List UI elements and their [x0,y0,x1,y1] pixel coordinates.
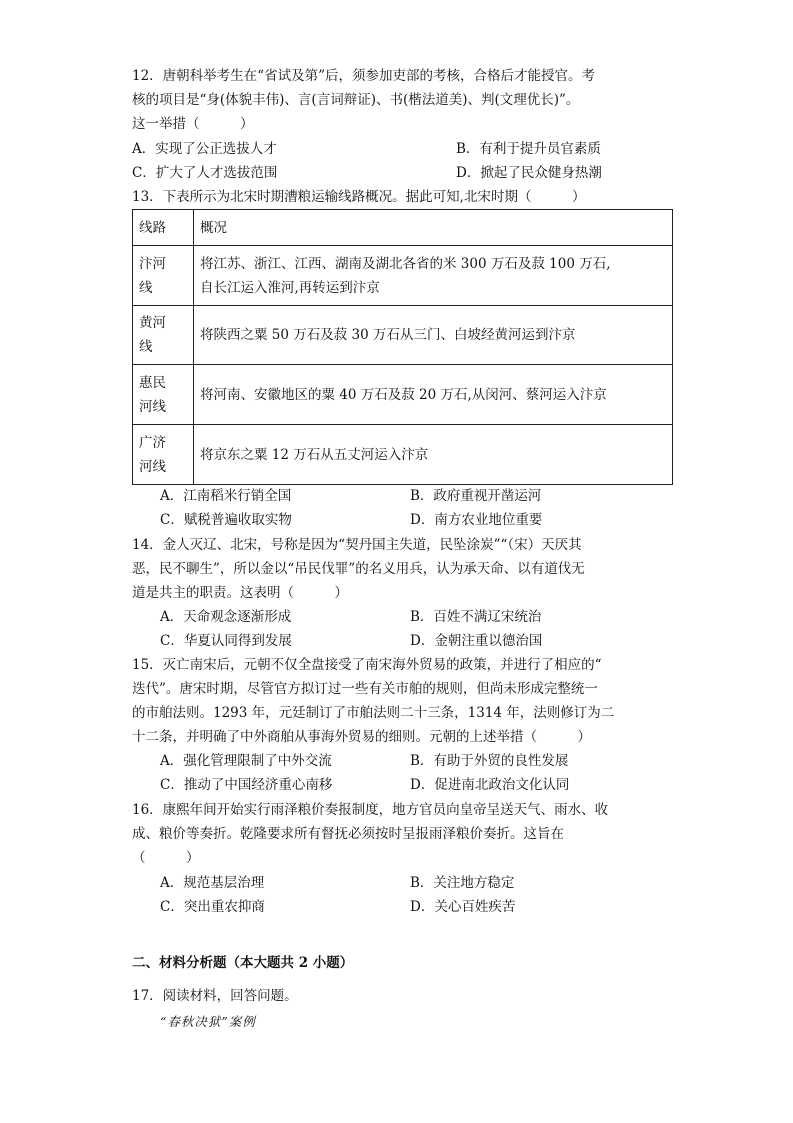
route-text: 黄河 [139,315,166,331]
q15-line-3: 的市舶法则。1293 年，元廷制订了市舶法则二十三条，1314 年，法则修订为二 [132,705,615,721]
q13-stem: 13．下表所示为北宋时期漕粮运输线路概况。据此可知,北宋时期（ ） [132,189,586,205]
q12-line-3: 这一举措（ ） [132,116,254,132]
route-text: 线 [139,279,153,296]
q16-option-a: A．规范基层治理 [160,875,265,891]
header-desc: 概况 [194,210,673,246]
q14-option-a: A．天命观念逐渐形成 [160,609,292,625]
q12-option-c: C．扩大了人才选拔范围 [132,165,278,181]
desc-cell [194,306,673,365]
q16-line-3: （ ） [132,850,200,866]
route-text: 线 [139,339,153,355]
q12-line-1: 12．唐朝科举考生在“省试及第”后，须参加吏部的考核，合格后才能授官。考 [132,68,595,84]
q15-line-4: 十二条，并明确了中外商舶从事海外贸易的细则。元朝的上述举措（ ） [132,729,591,745]
q15-option-b: B．有助于外贸的良性发展 [410,753,569,769]
route-text: 广济 [139,434,166,451]
table-row [133,365,673,425]
q17-stem: 17．阅读材料，回答问题。 [132,988,298,1004]
q14-line-2: 恶，民不聊生”，所以金以“吊民伐罪”的名义用兵，认为承天命、以有道伐无 [132,561,585,577]
desc-cell [194,365,673,425]
q13-option-b: B．政府重视开凿运河 [410,488,542,504]
desc-text: 将江苏、浙江、江西、湖南及湖北各省的米 300 万石及菽 100 万石, [200,255,611,272]
route-table [132,209,673,485]
q13-option-a: A．江南稻米行销全国 [160,488,292,504]
q14-option-c: C．华夏认同得到发展 [160,633,292,649]
q16-line-1: 16．康熙年间开始实行雨泽粮价奏报制度，地方官员向皇帝呈送天气、雨水、收 [132,802,609,818]
q12-option-b: B．有利于提升员官素质 [456,141,601,157]
q14-option-b: B．百姓不满辽宋统治 [410,609,542,625]
route-cell [133,246,194,306]
desc-text: 将陕西之粟 50 万石及菽 30 万石从三门、白坡经黄河运到汴京 [200,327,576,343]
route-cell [133,365,194,425]
route-text: 河线 [139,458,166,475]
route-cell [133,425,194,485]
q15-line-2: 迭代”。唐宋时期，尽管官方拟订过一些有关市舶的规则，但尚未形成完整统一 [132,681,598,697]
q12-line-2: 核的项目是“身(体貌丰伟)、言(言词辩证)、书(楷法道美)、判(文理优长)”。 [132,92,580,108]
q13-option-d: D．南方农业地位重要 [410,512,543,528]
material-subtitle: “春秋决狱”案例 [160,1014,256,1029]
q15-line-1: 15．灭亡南宋后，元朝不仅全盘接受了南宋海外贸易的政策，并进行了相应的“ [132,657,602,673]
q15-option-a: A．强化管理限制了中外交流 [160,753,332,769]
desc-cell [194,425,673,485]
table-row [133,306,673,365]
route-text: 汴河 [139,255,166,272]
desc-text: 将河南、安徽地区的粟 40 万石及菽 20 万石,从闵河、蔡河运入汴京 [200,386,607,403]
q16-option-c: C．突出重农抑商 [160,899,265,915]
table-row [133,246,673,306]
q16-line-2: 成、粮价等奏折。乾隆要求所有督抚必须按时呈报雨泽粮价奏折。这旨在 [132,826,564,842]
q14-option-d: D．金朝注重以德治国 [410,633,543,649]
q15-option-d: D．促进南北政治文化认同 [410,777,570,793]
route-cell [133,306,194,365]
q15-option-c: C．推动了中国经济重心南移 [160,777,333,793]
q14-line-3: 道是共主的职责。这表明（ ） [132,585,348,601]
route-text: 惠民 [139,374,166,391]
header-route: 线路 [133,210,194,246]
table-row [133,425,673,485]
q14-line-1: 14．金人灭辽、北宋，号称是因为“契丹国主失道，民坠涂炭”“（宋）天厌其 [132,537,582,553]
q12-option-a: A．实现了公正选拔人才 [132,141,277,157]
desc-text: 将京东之粟 12 万石从五丈河运入汴京 [200,446,429,463]
q16-option-b: B．关注地方稳定 [410,875,515,891]
table-header-row [133,210,673,246]
route-text: 河线 [139,398,166,415]
desc-cell [194,246,673,306]
q16-option-d: D．关心百姓疾苦 [410,899,516,915]
q13-option-c: C．赋税普遍收取实物 [160,512,292,528]
desc-text: 自长江运入淮河,再转运到汴京 [200,279,380,296]
section-title: 二、材料分析题（本大题共 2 小题） [132,955,354,971]
q12-option-d: D．掀起了民众健身热潮 [456,165,602,181]
